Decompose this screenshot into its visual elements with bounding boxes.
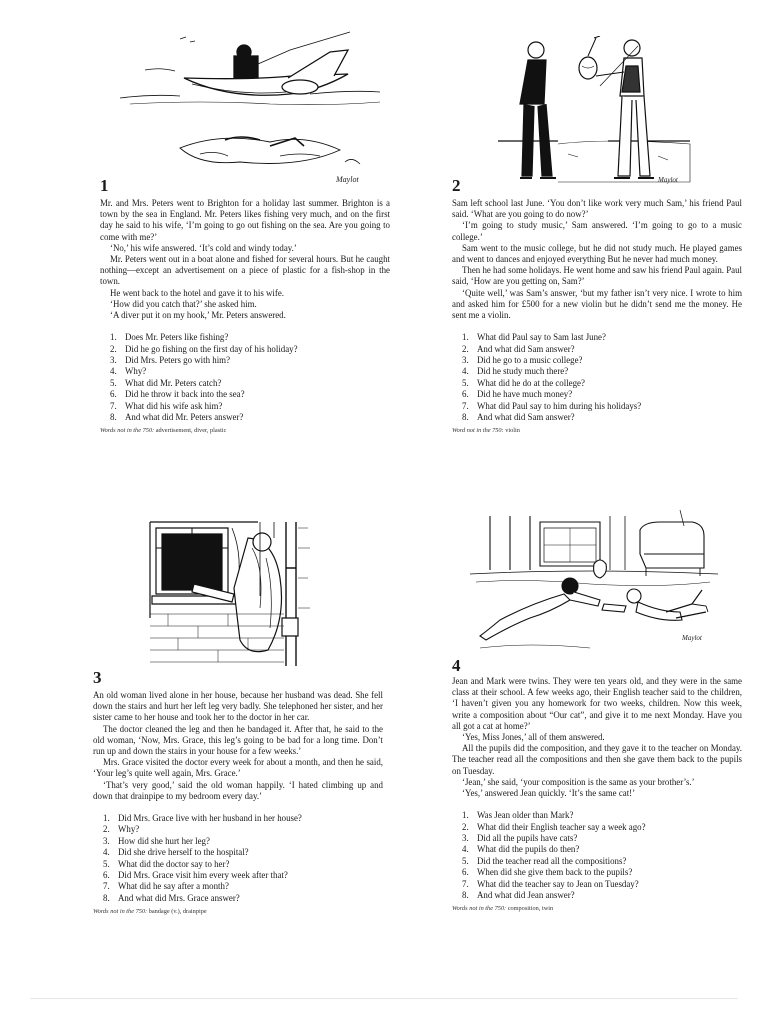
question-text: What did the doctor say to her? [118, 858, 230, 869]
question-text: How did she hurt her leg? [118, 835, 210, 846]
question-text: Was Jean older than Mark? [477, 810, 574, 821]
story-paragraph: ‘A diver put it on my hook,’ Mr. Peters answered. [110, 310, 286, 321]
illustration-violin-men [498, 36, 698, 188]
question-item [462, 856, 742, 867]
question-item [462, 389, 742, 400]
story-text [93, 690, 383, 802]
question-number: 8. [462, 890, 469, 901]
question-number: 8. [110, 412, 117, 423]
svg-text:Maylot: Maylot [682, 634, 702, 642]
vocabulary-footnote [452, 427, 742, 434]
story-paragraph: ‘I’m going to study music,’ Sam answered. ‘I’m going to go to a music college.’ [452, 220, 742, 242]
question-item [462, 344, 742, 355]
footnote-label: Words not in the 750: [93, 908, 148, 916]
vocabulary-footnote [100, 427, 390, 434]
story-paragraph: ‘Yes,’ answered Jean quickly. ‘It’s the same cat!’ [462, 788, 636, 799]
lesson-panel-2 [452, 198, 742, 434]
question-text: Did the teacher read all the compositions? [477, 855, 627, 866]
question-item [462, 366, 742, 377]
question-text: And what did Sam answer? [477, 343, 575, 354]
story-text [452, 676, 742, 799]
question-number: 4. [103, 847, 110, 858]
question-text: Did he go fishing on the first day of his holiday? [125, 343, 298, 354]
question-number: 3. [103, 835, 110, 846]
question-number: 7. [462, 878, 469, 889]
question-text: Why? [125, 366, 147, 377]
question-number: 4. [110, 366, 117, 377]
question-text: Did he have much money? [477, 389, 573, 400]
question-text: And what did Mr. Peters answer? [125, 412, 244, 423]
story-paragraph: Sam left school last June. ‘You don’t like work very much Sam,’ his friend Paul said. ‘What are you going to do now?’ [452, 198, 742, 220]
question-item [462, 890, 742, 901]
lesson-number: 3 [93, 668, 102, 687]
question-number: 1. [110, 332, 117, 343]
footnote-words: violin [505, 427, 520, 435]
footnote-label: Word not in the 750: [452, 427, 504, 435]
story-paragraph: ‘No,’ his wife answered. ‘It’s cold and windy today.’ [110, 242, 297, 253]
question-item [110, 355, 390, 366]
question-number: 7. [103, 881, 110, 892]
question-text: What did the pupils do then? [477, 844, 580, 855]
question-text: Did Mrs. Grace live with her husband in her house? [118, 813, 302, 824]
question-item [462, 867, 742, 878]
question-number: 5. [462, 377, 469, 388]
question-number: 5. [110, 377, 117, 388]
question-item [462, 401, 742, 412]
illustration-fishing-boat [120, 30, 390, 188]
vocabulary-footnote [93, 908, 383, 915]
question-text: Why? [118, 824, 140, 835]
question-number: 5. [462, 855, 469, 866]
lesson-panel-1 [100, 198, 390, 434]
question-item [110, 332, 390, 343]
question-text: And what did Jean answer? [477, 890, 575, 901]
footnote-label: Words not in the 750: [100, 427, 155, 435]
illustration-woman-window [148, 518, 316, 666]
question-item [462, 332, 742, 343]
question-number: 4. [462, 844, 469, 855]
question-number: 3. [462, 355, 469, 366]
question-item [103, 870, 383, 881]
question-item [462, 355, 742, 366]
story-paragraph: Mr. and Mrs. Peters went to Brighton for a holiday last summer. Brighton is a town by the sea in England. Mr. Peters likes fishing very much, and on the first day he said to his wife, ‘I’m going to go out fishing on the sea. Are you going to come with me?’ [100, 198, 390, 242]
question-item [103, 836, 383, 847]
question-text: What did Paul say to him during his holidays? [477, 400, 642, 411]
story-text [452, 198, 742, 321]
story-paragraph: ‘That’s very good,’ said the old woman happily. ‘I hated climbing up and down that drainpipe to my bedroom every day.’ [93, 779, 383, 801]
lesson-panel-3 [93, 690, 383, 915]
illustration-twins-floor [470, 508, 720, 660]
question-text: What did he say after a month? [118, 881, 229, 892]
footnote-label: Words not in the 750: [452, 905, 507, 913]
question-item [103, 813, 383, 824]
question-list [100, 332, 390, 423]
story-paragraph: The doctor cleaned the leg and then he bandaged it. After that, he said to the old woman, ‘Now, Mrs. Grace, this leg’s going to be bad for a long time. Don’t run up and down the stairs in your house for a few weeks.’ [93, 723, 383, 757]
question-item [462, 378, 742, 389]
question-number: 1. [462, 332, 469, 343]
question-number: 6. [462, 867, 469, 878]
question-item [110, 412, 390, 423]
story-paragraph: ‘How did you catch that?’ she asked him. [110, 298, 257, 309]
question-item [462, 844, 742, 855]
question-text: What did his wife ask him? [125, 400, 223, 411]
question-list [452, 810, 742, 901]
question-text: What did he do at the college? [477, 377, 585, 388]
question-text: What did the teacher say to Jean on Tuesday? [477, 878, 639, 889]
question-number: 6. [110, 389, 117, 400]
question-text: Did she drive herself to the hospital? [118, 847, 249, 858]
story-text [100, 198, 390, 321]
question-text: And what did Mrs. Grace answer? [118, 892, 240, 903]
question-item [103, 893, 383, 904]
question-number: 2. [462, 821, 469, 832]
question-text: Did all the pupils have cats? [477, 833, 578, 844]
question-text: What did Paul say to Sam last June? [477, 332, 606, 343]
question-item [462, 412, 742, 423]
question-text: Did he go to a music college? [477, 355, 583, 366]
question-item [103, 824, 383, 835]
footnote-words: bandage (v.), drainpipe [148, 908, 207, 916]
story-paragraph: An old woman lived alone in her house, because her husband was dead. She fell down the stairs and hurt her left leg very badly. She telephoned her sister, and her sister came to her house and took her to the doctor in her car. [93, 690, 383, 723]
question-item [110, 401, 390, 412]
question-item [110, 344, 390, 355]
question-text: What did their English teacher say a week ago? [477, 821, 646, 832]
story-paragraph: Jean and Mark were twins. They were ten years old, and they were in the same class at their school. A few weeks ago, their English teacher said to the children, ‘I haven’t given you any homework for two weeks, children. Now this week, write a composition about “Our cat”, and give it to me next Monday. Have you all got a cat at home?’ [452, 676, 742, 731]
lesson-number: 2 [452, 176, 461, 195]
story-paragraph: Mr. Peters went out in a boat alone and fished for several hours. But he caught nothing—except an advertisement on a piece of plastic for a fish-shop in the town. [100, 254, 390, 287]
question-item [103, 847, 383, 858]
question-text: What did Mr. Peters catch? [125, 377, 222, 388]
question-number: 2. [110, 343, 117, 354]
question-number: 5. [103, 858, 110, 869]
question-number: 7. [462, 400, 469, 411]
story-paragraph: He went back to the hotel and gave it to his wife. [110, 287, 284, 298]
svg-text:Maylot: Maylot [658, 176, 678, 184]
page-bottom-rule [30, 998, 738, 999]
question-number: 4. [462, 366, 469, 377]
question-item [110, 366, 390, 377]
lesson-number: 1 [100, 176, 109, 195]
question-item [110, 378, 390, 389]
question-number: 8. [462, 412, 469, 423]
story-paragraph: ‘Quite well,’ was Sam’s answer, ‘but my father isn’t very nice. I wrote to him and asked him for £500 for a new violin but he didn’t send me the money. He sent me a violin. [452, 287, 742, 321]
question-item [462, 810, 742, 821]
question-number: 8. [103, 892, 110, 903]
question-item [110, 389, 390, 400]
question-item [462, 822, 742, 833]
question-item [462, 879, 742, 890]
question-number: 2. [462, 343, 469, 354]
question-item [462, 833, 742, 844]
question-text: Does Mr. Peters like fishing? [125, 332, 229, 343]
question-text: Did Mrs. Peters go with him? [125, 355, 231, 366]
question-text: When did she give them back to the pupils? [477, 867, 633, 878]
story-paragraph: ‘Jean,’ she said, ‘your composition is the same as your brother’s.’ [462, 776, 695, 787]
question-text: Did Mrs. Grace visit him every week after that? [118, 870, 288, 881]
vocabulary-footnote [452, 905, 742, 912]
question-text: Did he study much there? [477, 366, 569, 377]
question-list [452, 332, 742, 423]
question-item [103, 859, 383, 870]
question-number: 3. [110, 355, 117, 366]
question-number: 2. [103, 824, 110, 835]
svg-text:Maylot: Maylot [336, 175, 359, 184]
story-paragraph: All the pupils did the composition, and they gave it to the teacher on Monday. The teacher read all the compositions and then she gave them back to the pupils on Tuesday. [452, 743, 742, 776]
footnote-words: composition, twin [507, 905, 554, 913]
story-paragraph: Then he had some holidays. He went home and saw his friend Paul again. Paul said, ‘How are you getting on, Sam?’ [452, 265, 742, 287]
story-paragraph: ‘Yes, Miss Jones,’ all of them answered. [462, 732, 605, 743]
question-text: Did he throw it back into the sea? [125, 389, 245, 400]
question-list [93, 813, 383, 904]
question-number: 7. [110, 400, 117, 411]
footnote-words: advertisement, diver, plastic [155, 427, 227, 435]
question-number: 6. [462, 389, 469, 400]
lesson-number: 4 [452, 656, 461, 675]
question-text: And what did Sam answer? [477, 412, 575, 423]
story-paragraph: Sam went to the music college, but he did not study much. He played games and went to dances and enjoyed everything But he never had much money. [452, 242, 742, 265]
question-number: 1. [462, 810, 469, 821]
question-number: 3. [462, 833, 469, 844]
question-number: 6. [103, 870, 110, 881]
lesson-panel-4 [452, 676, 742, 912]
question-item [103, 881, 383, 892]
story-paragraph: Mrs. Grace visited the doctor every week for about a month, and then he said, ‘Your leg’s quite well again, Mrs. Grace.’ [93, 757, 383, 779]
question-number: 1. [103, 813, 110, 824]
